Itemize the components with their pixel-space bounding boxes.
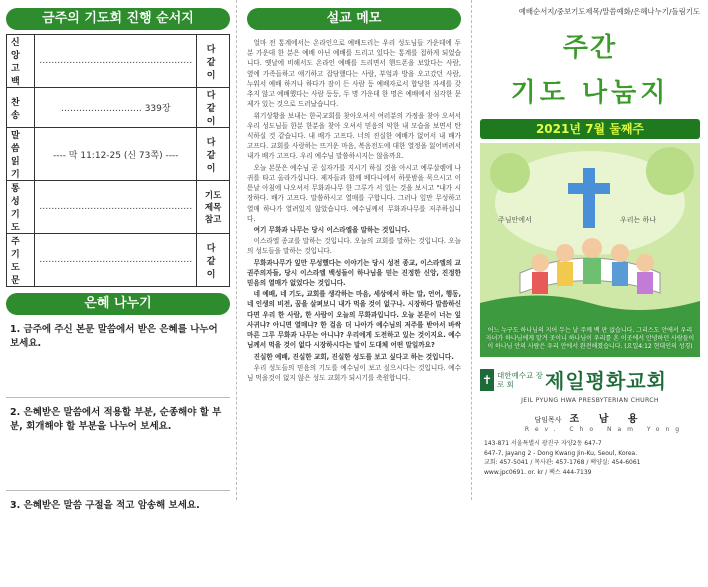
order-row: [7, 35, 230, 88]
sermon-paragraph: 네 예배, 네 기도, 교회를 생각하는 마음, 세상에서 하는 말, 언어, 행동, 네 인생의 비전, 꿈을 살펴보니 내가 먹을 것이 없구나. 시장하다 말씀하신다면 우리 한 사람, 한 사람이 오늘의 무화과입니다. 오늘 본문이 너는 잎사귀냐? 아니면 열매냐? 한 걸음 더 나아가 예수님의 저주를 받아서 바싹마른 그루 무화과 나무는 아니냐? 우리에게 도전하고 있는 것이지요. 예수님께서 먹을 것이 없다 시장하시다는 말이 도대체 어떤 말일까요?: [247, 290, 461, 350]
church-name: 제일평화교회: [545, 369, 667, 393]
order-item-detail: ……………………… 339장: [35, 88, 197, 128]
order-item-performer: 다 같 이: [197, 88, 230, 128]
art-text-left: 주님안에서: [498, 216, 532, 224]
order-title: 금주의 기도회 진행 순서지: [6, 8, 230, 30]
pastor-name: 조 남 용: [569, 414, 646, 425]
order-item-performer: 다 같 이: [197, 234, 230, 287]
address-line: 교회: 457-5041 / 목사관: 457-1768 / 팩양실: 454-6061: [484, 459, 641, 467]
address: [480, 439, 700, 477]
order-item-detail: ……………………………………………: [35, 181, 197, 234]
sermon-paragraph: 이스라엘 종교를 말하는 것입니다. 오늘의 교회를 말하는 것입니다. 오늘의 성도들을 말하는 것입니다.: [247, 237, 461, 256]
sermon-paragraph: 진실한 예배, 진실한 교회, 진실한 성도를 보고 싶다고 하는 것입니다.: [253, 352, 454, 361]
order-item-performer: 다 같 이: [197, 35, 230, 88]
order-item-detail: ……………………………………………: [35, 35, 197, 88]
left-panel: [0, 0, 236, 511]
address-line: www.jpc0691. or. kr / 팩스 444-7139: [484, 468, 592, 476]
illustration-art: [480, 143, 700, 357]
sermon-paragraph: 얼마 전 통계에서는 온라인으로 예배드리는 우리 성도님들 가운데에 두 분 가운데 한 분은 예배 아닌 예배를 드리고 있다는 통계를 접하게 되었습니다. 옛날에 비해서도 온라인 예배를 드리면서 핸드폰을 보았다는 사람, 옆에 가족들하고 얘기하고 잡담했다는 사람, 부엌과 방을 오고갔던 사람, 누워서 예배 하거나 하다가 잠이 든 사람 등 예배자로서 합당한 자세를 갖추지 않고 예배했다는 사람 등등, 두 명 가운데 한 명은 예배에서 심각한 문제가 있는 것으로 드러났습니다.: [247, 39, 461, 109]
address-line: 647-7, Jayang 2 - Dong Kwang Jin-Ku, Seoul, Korea.: [484, 449, 638, 457]
sermon-paragraph: 무화과나무가 잎만 무성했다는 이야기는 당시 성전 종교, 이스라엘의 교권주의자들, 당시 이스라엘 백성들이 하나님을 믿는 진정한 신앙, 진정한 믿음의 열매가 없었다는 것입니다.: [247, 258, 461, 288]
sermon-title: 설교 메모: [247, 8, 461, 30]
order-row: [7, 88, 230, 128]
question-3: 3. 은혜받은 말씀 구절을 적고 암송해 보세요.: [10, 500, 200, 511]
order-item-label: 신 앙 고 백: [7, 35, 35, 88]
illustration: [480, 143, 700, 357]
order-table: [6, 34, 230, 287]
art-text-right: 우리는 하나: [620, 216, 657, 224]
church-header: [480, 365, 700, 394]
order-item-label: 말 씀 읽 기: [7, 128, 35, 181]
art-caption: 어느 누구도 하나님의 지어 두는 날 주께 백 판 없습니다. 그리스도 안에서 우리 자녀가 하나님에게 맡겨 곳이니 하나님이 우리를 흔 이곳에서 안녕하던 사람들이 이 하나님 안의 사람은 우리 안에서 완전해졌습니다. (요일4:12 현대인의 성경): [485, 326, 695, 350]
church-logo-icon: ✝: [480, 369, 494, 391]
sermon-paragraph: 여기 무화과 나무는 당시 이스라엘을 말하는 것입니다.: [253, 225, 411, 234]
pastor-row: [480, 410, 700, 425]
order-row: [7, 128, 230, 181]
address-line: 143-871 서울특별시 광진구 자양2동 647-7: [484, 440, 602, 447]
order-item-label: 통 성 기 도: [7, 181, 35, 234]
title-prayer-sharing: 기도 나눔지: [510, 78, 670, 108]
order-row: [7, 234, 230, 287]
top-labels: 예배순서지/중보기도제목/말씀예화/은혜나누기/돌림기도: [518, 7, 700, 16]
order-item-label: 찬 송: [7, 88, 35, 128]
pastor-roman: Rev. Cho Nam Yong: [524, 426, 686, 433]
order-item-performer: 다 같 이: [197, 128, 230, 181]
sermon-paragraph: 오늘 본문은 예수님 곧 십자가를 지시기 하실 것을 아시고 예루살렘에 나귀를 타고 올라가십니다. 제자들과 함께 베다니에서 하룻밤을 묵으시고 이튿날 아침에 나오셔서 무화과나무 한 그루가 서 있는 것을 보시고 "내가 시장하다. 배가 고프다. 말씀하시고 열매를 구합니다. 그러나 잎만 무성하고 열매 하나가 열려있지 않았습니다. 예수님께서 무화과나무를 저주하십니다.: [247, 163, 461, 223]
right-panel: [472, 0, 708, 500]
title-weekly: 주간: [562, 33, 618, 63]
denomination: 대한예수교 장 로 회: [497, 370, 543, 389]
question-1: 1. 금주에 주신 본문 말씀에서 받은 은혜를 나누어 보세요.: [6, 315, 230, 398]
church-english-name: JEIL PYUNG HWA PRESBYTERIAN CHURCH: [521, 397, 659, 404]
cross-icon: [583, 168, 595, 228]
question-2: 2. 은혜받은 말씀에서 적용할 부분, 순종해야 할 부분, 회개해야 할 부분을 나누어 보세요.: [6, 398, 230, 491]
pastor-label: 담임목사: [534, 416, 562, 424]
middle-panel: [236, 0, 472, 500]
order-item-detail: ……………………………………………: [35, 234, 197, 287]
order-item-detail: ---- 막 11:12-25 (신 73쪽) ----: [35, 128, 197, 181]
sermon-paragraph: 위기상황을 보내는 한국교회를 찾아오셔서 여러분의 가정을 찾아 오셔서 우리 성도님들 한분 한분을 찾아 오셔서 믿음의 악한 내 모습을 보면서 탄식하실 것 같습니다. 내 배가 고프다. 너의 진실한 예배가 없어서 내 배가 고프다. 교회를 사랑하는 뜨거운 마음, 복음전도에 대한 열정을 잃어버려서 내가 배가 고프다. 우리 예수님 말씀하시지는 않을까요.: [247, 111, 461, 161]
order-row: [7, 181, 230, 234]
week-label: 2021년 7월 둘째주: [480, 119, 700, 139]
order-item-label: 주 기 도 문: [7, 234, 35, 287]
sermon-text: [247, 38, 461, 478]
grace-title: 은혜 나누기: [6, 293, 230, 315]
sermon-paragraph: 우리 성도들의 믿음의 기도를 예수님이 보고 싶으시다는 것입니다. 예수님 먹을것이 없지 않은 성도 교회가 되시기를 축원합니다.: [247, 363, 461, 382]
order-item-performer: 기도제목참고: [197, 181, 230, 234]
